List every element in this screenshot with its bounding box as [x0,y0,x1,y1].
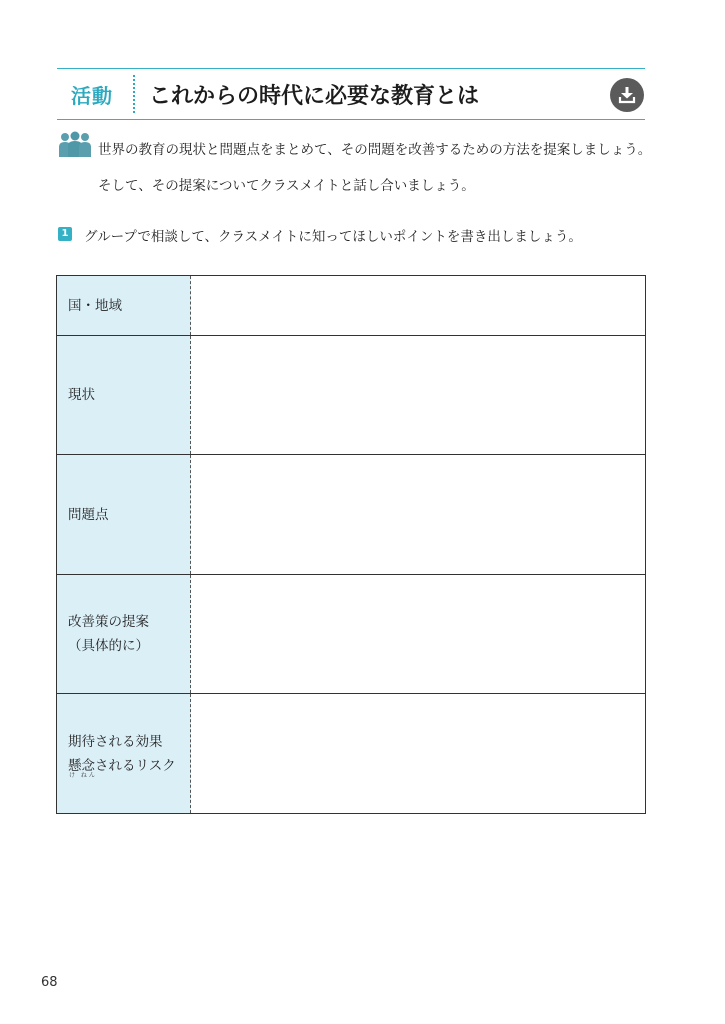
row-label [57,575,191,693]
download-button[interactable] [610,78,644,112]
worksheet-table [56,275,646,814]
row-label-subtext: （具体的に） [68,638,149,654]
row-label [57,455,191,574]
row-label-text: 現状 [68,387,95,403]
country-input-area[interactable] [191,276,645,335]
row-label-text: 改善策の提案 [68,614,149,630]
download-icon [617,85,637,105]
row-label [57,336,191,454]
row-label-subtext: 懸念されるリスク [68,757,176,774]
intro-line-1: 世界の教育の現状と問題点をまとめて、その問題を改善するための方法を提案しましょう。 [98,142,652,158]
activity-header [57,68,645,120]
page-number: 68 [41,975,58,990]
intro-line-2: そして、その提案についてクラスメイトと話し合いましょう。 [98,178,475,194]
row-label [57,276,191,335]
step-instruction: グループで相談して、クラスメイトに知ってほしいポイントを書き出しましょう。 [84,229,582,245]
page-title: これからの時代に必要な教育とは [149,84,480,109]
worksheet-row-country [57,276,645,336]
people-icon [58,131,92,157]
effects-risks-input-area[interactable] [191,694,645,813]
row-label-text: 期待される効果 [68,733,163,750]
worksheet-row-problems [57,455,645,575]
worksheet-row-current-state [57,336,645,455]
row-label-text: 問題点 [68,506,109,523]
current-state-input-area[interactable] [191,336,645,454]
worksheet-row-effects-risks [57,694,645,813]
activity-tag: 活動 [71,84,113,108]
proposal-input-area[interactable] [191,575,645,693]
step-number-badge: 1 [58,227,72,241]
header-divider [133,75,135,113]
worksheet-row-proposal [57,575,645,694]
row-label-text: 国・地域 [68,297,122,314]
row-label-with-ruby [68,754,176,778]
ruby-reading: け ねん [69,771,97,779]
row-label [57,694,191,813]
problems-input-area[interactable] [191,455,645,574]
